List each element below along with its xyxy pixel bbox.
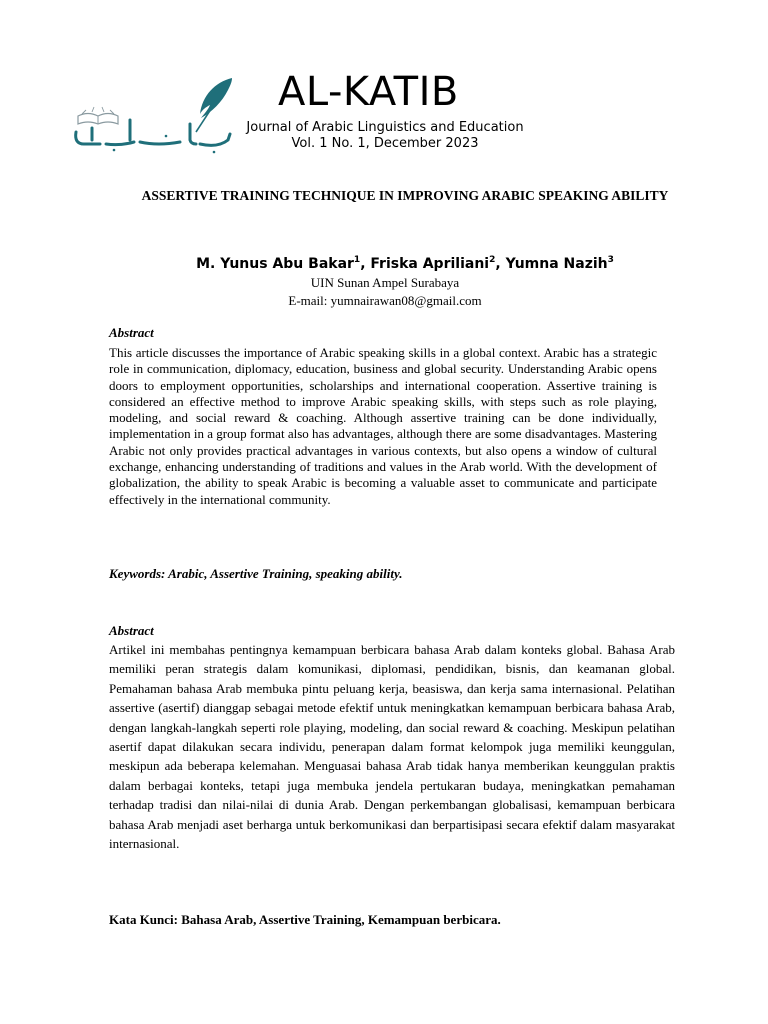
keywords-label-en: Keywords	[109, 566, 161, 581]
keywords-en	[109, 566, 402, 582]
author-name: Yumna Nazih	[505, 256, 608, 272]
abstract-text-en: This article discusses the importance of Arabic speaking skills in a global context. Arabic has a strategic role in communication, diplomacy, education, business and global security. Understanding Arabic opens doors to employment opportunities, scholarships and international cooperation. Assertive training is considered an effective method to improve Arabic speaking skills, with steps such as role playing, modeling, and social reward & coaching. Although assertive training can be done individually, implementation in a group format also has advantages, although there are some disadvantages. Mastering Arabic not only provides practical advantages in various contexts, but also opens a window of cultural exchange, enhancing understanding of traditions and values in the Arab world. With the development of globalization, the ability to speak Arabic is becoming a valuable asset to communicate and participate effectively in the international community.	[109, 345, 657, 507]
keywords-id	[109, 912, 501, 928]
author-name: Friska Apriliani	[370, 256, 490, 272]
affiliation: UIN Sunan Ampel Surabaya	[310, 275, 460, 290]
journal-volume: Vol. 1 No. 1, December 2023	[291, 136, 479, 151]
author-email: E-mail: yumnairawan08@gmail.com	[288, 293, 482, 308]
abstract-heading-id: Abstract	[109, 623, 154, 638]
keywords-separator-en: :	[161, 566, 169, 581]
arabic-calligraphy-logo	[76, 120, 230, 153]
keywords-values-en: Arabic, Assertive Training, speaking ability.	[168, 566, 403, 581]
journal-subtitle: Journal of Arabic Linguistics and Education	[246, 120, 524, 135]
journal-name: AL-KATIB	[278, 69, 459, 115]
author-separator: ,	[495, 256, 506, 272]
abstract-heading-en: Abstract	[109, 325, 154, 340]
author-separator: ,	[360, 256, 371, 272]
keywords-values-id: Bahasa Arab, Assertive Training, Kemampuan berbicara.	[181, 912, 501, 927]
author-list	[110, 254, 700, 274]
author-mark: 1	[353, 255, 361, 265]
abstract-text-id: Artikel ini membahas pentingnya kemampuan berbicara bahasa Arab dalam konteks global. Bahasa Arab memiliki peran strategis dalam komunikasi, diplomasi, pendidikan, bisnis, dan keamanan global. Pemahaman bahasa Arab membuka pintu peluang kerja, beasiswa, dan kerja sama internasional. Pelatihan assertive (asertif) dianggap sebagai metode efektif untuk meningkatkan kemampuan berbicara bahasa Arab, dengan langkah-langkah seperti role playing, modeling, dan social reward & coaching. Meskipun pelatihan asertif dapat dilakukan secara individu, penerapan dalam format kelompok juga memiliki keunggulan, meskipun ada beberapa kelemahan. Menguasai bahasa Arab tidak hanya memberikan keunggulan praktis dalam berbagai konteks, tetapi juga membuka jendela pertukaran budaya, meningkatkan pemahaman terhadap tradisi dan nilai-nilai di dunia Arab. Dengan perkembangan globalisasi, kemampuan berbicara bahasa Arab menjadi aset berharga untuk berkomunikasi dan berpartisipasi secara efektif dalam masyarakat internasional.	[109, 642, 675, 852]
journal-subtitle-block	[230, 120, 540, 152]
article-title: ASSERTIVE TRAINING TECHNIQUE IN IMPROVING ARABIC SPEAKING ABILITY	[141, 188, 669, 203]
open-book-icon	[78, 107, 118, 124]
affiliation-block	[110, 274, 660, 310]
quill-feather-icon	[196, 78, 232, 132]
author-mark: 3	[607, 255, 614, 265]
keywords-separator-id: :	[173, 912, 182, 927]
keywords-label-id: Kata Kunci	[109, 912, 174, 927]
author-name: M. Yunus Abu Bakar	[196, 256, 354, 272]
author-mark: 2	[489, 255, 496, 265]
